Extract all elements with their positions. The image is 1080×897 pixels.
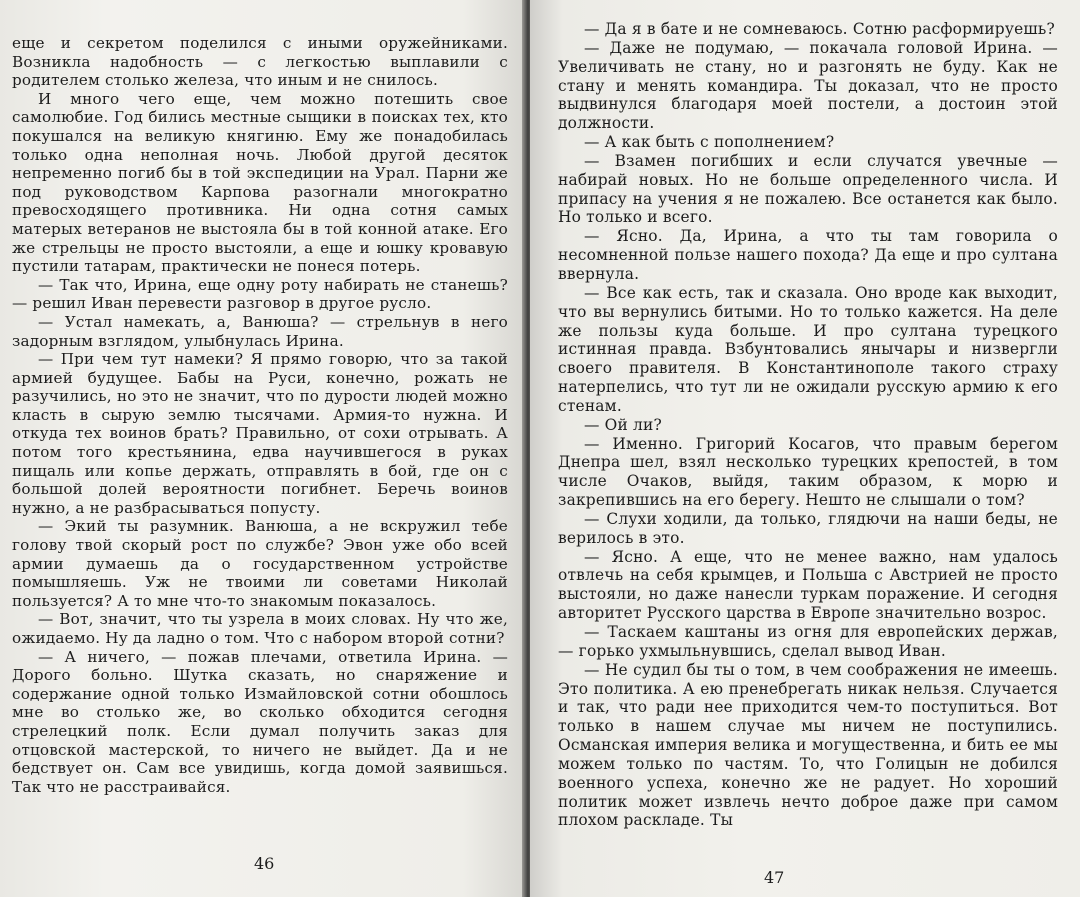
paragraph: — Вот, значит, что ты узрела в моих словах. Ну что же, ожидаемо. Ну да ладно о том. Что с набором второй сотни?: [12, 610, 508, 647]
paragraph: — Даже не подумаю, — покачала головой Ирина. — Увеличивать не стану, но и разгонять не буду. Как не стану и менять командира. Ты доказал, что не просто выдвинулся благодаря моей постели, а достоин этой должности.: [558, 38, 1058, 133]
paragraph: — Устал намекать, а, Ванюша? — стрельнув в него задорным взглядом, улыбнулась Ирина.: [12, 312, 508, 350]
paragraph: — Экий ты разумник. Ванюша, а не вскружил тебе голову твой скорый рост по службе? Эвон уже обо всей армии думаешь да о государственном устройстве помышляешь. Уж не твоими ли советами Николай пользуется? А то мне что-то знакомым показалось.: [12, 517, 508, 610]
paragraph: — Именно. Григорий Косагов, что правым берегом Днепра шел, взял несколько турецких крепостей, в том числе Очаков, выйдя, таким образом, к морю и закрепившись на его берегу. Нешто не слышали о том?: [558, 434, 1058, 510]
paragraph: — Слухи ходили, да только, глядючи на наши беды, не верилось в это.: [558, 509, 1058, 547]
paragraph: — Ясно. Да, Ирина, а что ты там говорила о несомненной пользе нашего похода? Да еще и про султана ввернула.: [558, 227, 1058, 283]
right-page: [530, 0, 1080, 897]
paragraph: — Все как есть, так и сказала. Оно вроде как выходит, что вы вернулись битыми. Но то только кажется. На деле же пользы куда больше. И про султана турецкого истинная правда. Взбунтовались янычары и низвергли своего правителя. В Константинополе такого страху натерпелись, что тут ли не ожидали русскую армию к его стенам.: [558, 283, 1058, 415]
paragraph: — Так что, Ирина, еще одну роту набирать не станешь? — решил Иван перевести разговор в другое русло.: [12, 275, 508, 313]
paragraph: — Не судил бы ты о том, в чем соображения не имеешь. Это политика. А ею пренебрегать никак нельзя. Случается и так, что ради нее приходится чем-то поступиться. Вот только в нашем случае мы ничем не поступились. Османская империя велика и могущественна, и бить ее мы можем только по частям. То, что Голицын не добился военного успеха, конечно же не радует. Но хороший политик может извлечь нечто доброе даже при самом плохом раскладе. Ты: [558, 660, 1058, 830]
paragraph: — Таскаем каштаны из огня для европейских держав, — горько ухмыльнувшись, сделал вывод Иван.: [558, 623, 1058, 660]
paragraph: — При чем тут намеки? Я прямо говорю, что за такой армией будущее. Бабы на Руси, конечно, рожать не разучились, но это не значит, что по дурости людей можно класть в сырую землю тысячами. Армия-то нужна. И откуда тех воинов брать? Правильно, от сохи отрывать. А потом того крестьянина, едва научившегося в руках пищаль или копье держать, отправлять в бой, где он с большой долей вероятности погибнет. Беречь воинов нужно, а не разбрасываться попусту.: [12, 350, 508, 517]
page-number: 46: [254, 854, 275, 873]
right-page-text: [558, 20, 1058, 830]
paragraph: — А как быть с пополнением?: [584, 133, 835, 152]
paragraph: — Взамен погибших и если случатся увечные — набирай новых. Но не больше определенного числа. И припасу на учения я не пожалею. Все останется как было. Но только и всего.: [558, 151, 1058, 227]
paragraph: — Ясно. А еще, что не менее важно, нам удалось отвлечь на себя крымцев, и Польша с Австрией не просто выстояли, но даже нанесли туркам поражение. И сегодня авторитет Русского царства в Европе значительно возрос.: [558, 547, 1058, 623]
paragraph: — А ничего, — пожав плечами, ответила Ирина. — Дорого больно. Шутка сказать, но снаряжение и содержание одной только Измайловской сотни обошлось мне во столько же, во сколько обходится сегодня стрелецкий полк. Если думал получить заказ для отцовской мастерской, то ничего не выйдет. Да и не бедствует он. Сам все увидишь, когда домой заявишься. Так что не расстраивайся.: [12, 647, 508, 796]
paragraph: еще и секретом поделился с иными оружейниками. Возникла надобность — с легкостью выплавили с родителем столько железа, что иным и не снилось.: [12, 34, 508, 90]
paragraph: — Ой ли?: [584, 415, 662, 434]
page-number: 47: [764, 868, 785, 887]
paragraph: И много чего еще, чем можно потешить свое самолюбие. Год бились местные сыщики в поисках тех, кто покушался на великую княгиню. Ему же понадобилась только одна неполная ночь. Любой другой десяток непременно погиб бы в той экспедиции на Урал. Парни же под руководством Карпова разогнали многократно превосходящего противника. Ни одна сотня самых матерых ветеранов не выстояла бы в той конной атаке. Его же стрельцы не просто выстояли, а еще и юшку кровавую пустили татарам, практически не понеся потерь.: [12, 89, 508, 276]
paragraph: — Да я в бате и не сомневаюсь. Сотню расформируешь?: [584, 20, 1055, 38]
left-page: [0, 0, 526, 897]
left-page-text: [12, 34, 508, 796]
